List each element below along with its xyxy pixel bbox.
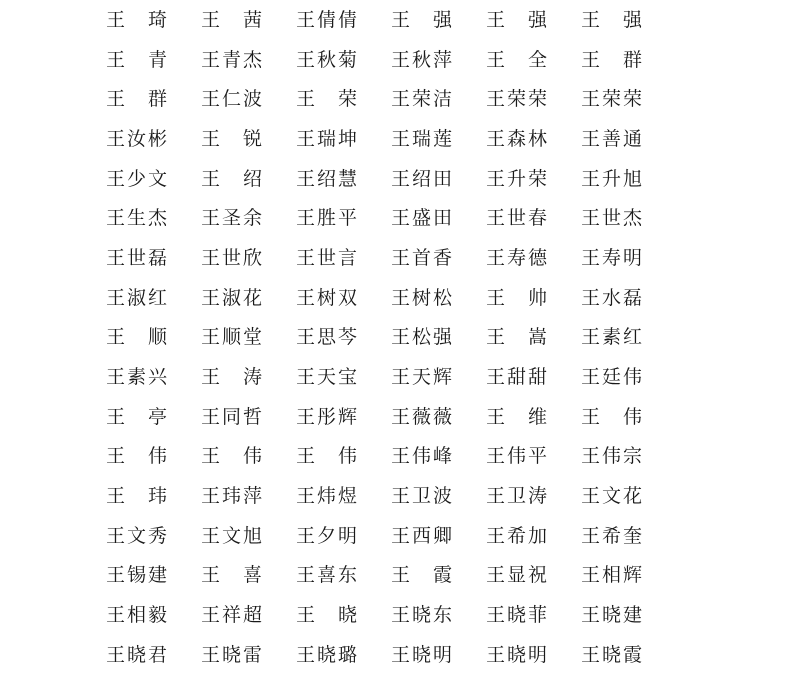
name-text: 王荣荣 — [486, 88, 548, 111]
name-text: 王荣荣 — [581, 88, 643, 111]
name-text: 王淑红 — [106, 286, 168, 309]
name-text: 王甜甜 — [486, 366, 548, 389]
name-entry — [391, 40, 486, 80]
name-text: 王 亭 — [106, 405, 168, 428]
name-text: 王 青 — [106, 48, 168, 71]
name-entry — [581, 0, 676, 40]
name-entry — [106, 0, 201, 40]
name-text: 王生杰 — [106, 207, 168, 230]
name-text: 王天宝 — [296, 366, 358, 389]
name-text: 王圣余 — [201, 207, 263, 230]
name-entry — [391, 556, 486, 596]
name-text: 王文花 — [581, 485, 643, 508]
name-entry — [201, 0, 296, 40]
name-entry — [581, 397, 676, 437]
name-entry — [296, 357, 391, 397]
name-text: 王 琦 — [106, 8, 168, 31]
name-text: 王晓明 — [391, 643, 453, 666]
name-text: 王 伟 — [201, 445, 263, 468]
name-entry — [296, 397, 391, 437]
name-entry — [201, 516, 296, 556]
name-entry — [106, 476, 201, 516]
name-entry — [486, 516, 581, 556]
name-entry — [581, 238, 676, 278]
name-text: 王善通 — [581, 127, 643, 150]
name-entry — [201, 278, 296, 318]
name-entry — [201, 635, 296, 675]
name-entry — [391, 238, 486, 278]
name-entry — [391, 159, 486, 199]
name-entry — [486, 556, 581, 596]
name-text: 王 强 — [581, 8, 643, 31]
name-text: 王世欣 — [201, 246, 263, 269]
name-text: 王仁波 — [201, 88, 263, 111]
name-text: 王晓建 — [581, 604, 643, 627]
name-text: 王伟峰 — [391, 445, 453, 468]
name-text: 王晓霞 — [581, 643, 643, 666]
name-entry — [201, 556, 296, 596]
name-text: 王寿明 — [581, 246, 643, 269]
name-text: 王相辉 — [581, 564, 643, 587]
name-text: 王盛田 — [391, 207, 453, 230]
name-entry — [296, 278, 391, 318]
name-entry — [581, 476, 676, 516]
name-text: 王伟平 — [486, 445, 548, 468]
name-text: 王晓菲 — [486, 604, 548, 627]
name-entry — [201, 476, 296, 516]
name-entry — [296, 556, 391, 596]
name-entry — [106, 635, 201, 675]
name-entry — [201, 79, 296, 119]
name-text: 王青杰 — [201, 48, 263, 71]
name-entry — [486, 635, 581, 675]
name-entry — [391, 397, 486, 437]
name-text: 王 茜 — [201, 8, 263, 31]
name-text: 王思芩 — [296, 326, 358, 349]
name-text: 王树松 — [391, 286, 453, 309]
name-entry — [106, 159, 201, 199]
name-text: 王世春 — [486, 207, 548, 230]
name-text: 王首香 — [391, 246, 453, 269]
name-entry — [106, 516, 201, 556]
name-text: 王升旭 — [581, 167, 643, 190]
name-text: 王希奎 — [581, 524, 643, 547]
name-text: 王薇薇 — [391, 405, 453, 428]
name-text: 王 伟 — [581, 405, 643, 428]
name-entry — [296, 79, 391, 119]
name-text: 王希加 — [486, 524, 548, 547]
name-entry — [581, 595, 676, 635]
name-entry — [201, 595, 296, 635]
name-entry — [581, 516, 676, 556]
name-text: 王少文 — [106, 167, 168, 190]
name-entry — [486, 40, 581, 80]
name-entry — [581, 159, 676, 199]
name-entry — [296, 198, 391, 238]
name-text: 王天辉 — [391, 366, 453, 389]
name-entry — [106, 79, 201, 119]
name-text: 王晓璐 — [296, 643, 358, 666]
name-text: 王倩倩 — [296, 8, 358, 31]
name-entry — [391, 198, 486, 238]
name-entry — [296, 516, 391, 556]
name-text: 王瑞莲 — [391, 127, 453, 150]
name-entry — [201, 238, 296, 278]
name-text: 王树双 — [296, 286, 358, 309]
name-entry — [391, 437, 486, 477]
name-text: 王世言 — [296, 246, 358, 269]
name-entry — [296, 437, 391, 477]
name-entry — [486, 119, 581, 159]
name-entry — [486, 0, 581, 40]
name-text: 王 顺 — [106, 326, 168, 349]
name-text: 王淑花 — [201, 286, 263, 309]
name-entry — [581, 635, 676, 675]
name-text: 王 全 — [486, 48, 548, 71]
name-text: 王 霞 — [391, 564, 453, 587]
name-text: 王松强 — [391, 326, 453, 349]
name-text: 王瑞坤 — [296, 127, 358, 150]
name-entry — [486, 437, 581, 477]
name-entry — [486, 79, 581, 119]
name-text: 王显祝 — [486, 564, 548, 587]
name-entry — [581, 556, 676, 596]
name-text: 王胜平 — [296, 207, 358, 230]
name-entry — [106, 397, 201, 437]
name-text: 王素兴 — [106, 366, 168, 389]
name-entry — [391, 79, 486, 119]
name-text: 王廷伟 — [581, 366, 643, 389]
name-text: 王秋萍 — [391, 48, 453, 71]
name-text: 王晓雷 — [201, 643, 263, 666]
name-entry — [486, 238, 581, 278]
name-text: 王彤辉 — [296, 405, 358, 428]
name-text: 王 伟 — [106, 445, 168, 468]
name-entry — [581, 278, 676, 318]
name-entry — [391, 635, 486, 675]
name-text: 王绍慧 — [296, 167, 358, 190]
name-text: 王晓东 — [391, 604, 453, 627]
name-entry — [296, 635, 391, 675]
name-text: 王文旭 — [201, 524, 263, 547]
name-entry — [296, 119, 391, 159]
name-entry — [296, 595, 391, 635]
name-entry — [201, 437, 296, 477]
name-entry — [201, 40, 296, 80]
name-entry — [486, 357, 581, 397]
name-entry — [486, 159, 581, 199]
name-entry — [486, 476, 581, 516]
name-entry — [296, 0, 391, 40]
name-text: 王 荣 — [296, 88, 358, 111]
name-entry — [581, 198, 676, 238]
name-entry — [581, 79, 676, 119]
name-text: 王世杰 — [581, 207, 643, 230]
name-text: 王 嵩 — [486, 326, 548, 349]
name-entry — [581, 40, 676, 80]
name-entry — [486, 397, 581, 437]
name-entry — [296, 40, 391, 80]
name-entry — [296, 476, 391, 516]
name-entry — [391, 318, 486, 358]
name-text: 王同哲 — [201, 405, 263, 428]
name-text: 王 伟 — [296, 445, 358, 468]
name-text: 王寿德 — [486, 246, 548, 269]
name-entry — [106, 595, 201, 635]
name-entry — [201, 198, 296, 238]
name-entry — [201, 159, 296, 199]
name-text: 王绍田 — [391, 167, 453, 190]
name-text: 王水磊 — [581, 286, 643, 309]
name-text: 王 喜 — [201, 564, 263, 587]
name-entry — [106, 278, 201, 318]
name-entry — [201, 318, 296, 358]
name-text: 王祥超 — [201, 604, 263, 627]
name-entry — [391, 595, 486, 635]
name-text: 王 玮 — [106, 485, 168, 508]
name-text: 王汝彬 — [106, 127, 168, 150]
name-entry — [486, 595, 581, 635]
name-text: 王秋菊 — [296, 48, 358, 71]
name-text: 王世磊 — [106, 246, 168, 269]
name-text: 王文秀 — [106, 524, 168, 547]
name-text: 王晓明 — [486, 643, 548, 666]
name-entry — [106, 318, 201, 358]
name-text: 王 涛 — [201, 366, 263, 389]
name-text: 王 晓 — [296, 604, 358, 627]
name-text: 王 锐 — [201, 127, 263, 150]
name-text: 王相毅 — [106, 604, 168, 627]
name-text: 王升荣 — [486, 167, 548, 190]
name-text: 王锡建 — [106, 564, 168, 587]
name-text: 王 强 — [391, 8, 453, 31]
name-text: 王素红 — [581, 326, 643, 349]
name-entry — [391, 357, 486, 397]
name-entry — [201, 357, 296, 397]
name-text: 王 群 — [106, 88, 168, 111]
name-entry — [391, 278, 486, 318]
name-entry — [391, 516, 486, 556]
name-entry — [106, 556, 201, 596]
name-text: 王顺堂 — [201, 326, 263, 349]
name-entry — [296, 318, 391, 358]
name-text: 王卫涛 — [486, 485, 548, 508]
name-text: 王卫波 — [391, 485, 453, 508]
name-entry — [581, 318, 676, 358]
name-entry — [106, 437, 201, 477]
name-entry — [391, 119, 486, 159]
name-text: 王伟宗 — [581, 445, 643, 468]
name-entry — [201, 397, 296, 437]
name-entry — [296, 238, 391, 278]
name-entry — [581, 437, 676, 477]
name-text: 王森林 — [486, 127, 548, 150]
name-text: 王荣洁 — [391, 88, 453, 111]
name-entry — [486, 278, 581, 318]
name-text: 王西卿 — [391, 524, 453, 547]
name-entry — [296, 159, 391, 199]
name-entry — [486, 198, 581, 238]
name-text: 王 群 — [581, 48, 643, 71]
name-entry — [106, 357, 201, 397]
name-entry — [391, 476, 486, 516]
name-entry — [581, 119, 676, 159]
name-text: 王玮萍 — [201, 485, 263, 508]
name-text: 王喜东 — [296, 564, 358, 587]
name-entry — [106, 119, 201, 159]
name-entry — [486, 318, 581, 358]
name-text: 王晓君 — [106, 643, 168, 666]
name-text: 王 绍 — [201, 167, 263, 190]
name-entry — [106, 198, 201, 238]
name-text: 王 维 — [486, 405, 548, 428]
name-list-grid — [106, 0, 676, 675]
name-entry — [581, 357, 676, 397]
name-entry — [106, 238, 201, 278]
name-text: 王 帅 — [486, 286, 548, 309]
name-text: 王夕明 — [296, 524, 358, 547]
name-text: 王炜煜 — [296, 485, 358, 508]
name-entry — [391, 0, 486, 40]
name-entry — [106, 40, 201, 80]
name-text: 王 强 — [486, 8, 548, 31]
name-entry — [201, 119, 296, 159]
